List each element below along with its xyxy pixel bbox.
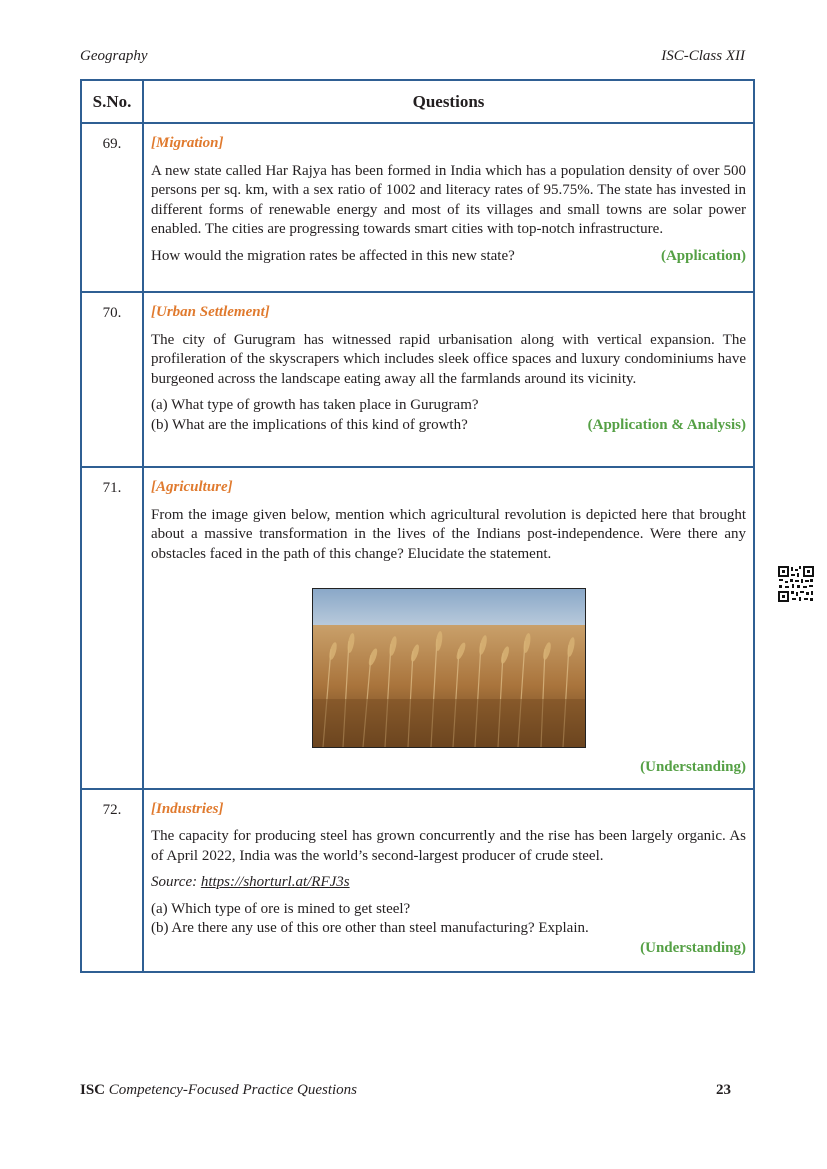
header-class: ISC-Class XII — [661, 48, 745, 64]
footer-brand: ISC — [80, 1082, 106, 1098]
wheat-field-illustration — [313, 589, 585, 747]
table-header-row — [81, 80, 754, 123]
question-topic: [Industries] — [151, 800, 224, 817]
question-number: 72. — [81, 789, 143, 972]
table-row — [81, 789, 754, 972]
sub-question-a: (a) Which type of ore is mined to get steel? — [151, 900, 411, 917]
page-number: 23 — [716, 1082, 731, 1098]
col-sno-header: S.No. — [81, 80, 143, 123]
sub-question-b: (b) Are there any use of this ore other than steel manufacturing? Explain. — [151, 920, 589, 936]
table-row — [81, 123, 754, 292]
question-number: 69. — [81, 123, 143, 292]
question-body — [143, 467, 754, 789]
question-context: A new state called Har Rajya has been formed in India which has a population density of over 500 persons per sq. km, with a sex ratio of 1002 and literacy rates of 95.75%. The state has invested in different forms of renewable energy and most of its villages and small towns are solar power enabled. The cities are progressing towards smart cities with top-notch infrastructure. — [151, 162, 746, 237]
question-topic: [Urban Settlement] — [151, 304, 270, 320]
question-context: The city of Gurugram has witnessed rapid urbanisation along with vertical expansion. The profileration of the skyscrapers which includes sleek office spaces and luxury condominiums have burgeoned across the landscape eating away all the farmlands around its vicinity. — [151, 331, 746, 387]
question-topic: [Migration] — [151, 135, 224, 151]
sub-question-b: (b) What are the implications of this kind of growth? — [151, 416, 468, 433]
question-body — [143, 789, 754, 972]
cognitive-level-badge: (Understanding) — [640, 939, 746, 956]
question-number: 70. — [81, 292, 143, 467]
question-body — [143, 123, 754, 292]
question-number: 71. — [81, 467, 143, 789]
footer-title — [80, 1082, 357, 1099]
wheat-field-photo — [312, 588, 586, 748]
question-topic: [Agriculture] — [151, 479, 233, 495]
cognitive-level-badge: (Understanding) — [640, 759, 746, 775]
header-subject: Geography — [80, 48, 148, 64]
cognitive-level-badge: (Application & Analysis) — [587, 416, 746, 433]
sub-question-a: (a) What type of growth has taken place in Gurugram? — [151, 397, 479, 413]
source-label: Source: — [151, 874, 198, 890]
source-link[interactable]: https://shorturl.at/RFJ3s — [200, 874, 350, 890]
col-questions-header: Questions — [143, 80, 754, 123]
question-body — [143, 292, 754, 467]
qr-code-icon[interactable] — [777, 565, 815, 603]
question-context: From the image given below, mention which agricultural revolution is depicted here that brought about a massive transformation in the lives of the Indians post-independence. Were there any obstacles faced in the path of this change? Elucidate the statement. — [151, 506, 746, 562]
question-context: The capacity for producing steel has grown concurrently and the rise has been largely organic. As of April 2022, India was the world’s second-largest producer of crude steel. — [151, 828, 746, 864]
question-text: How would the migration rates be affected in this new state? — [151, 247, 515, 264]
table-row — [81, 467, 754, 789]
source-line — [151, 873, 746, 893]
cognitive-level-badge: (Application) — [660, 247, 746, 264]
table-row — [81, 292, 754, 467]
questions-table — [80, 79, 755, 973]
footer-subtitle: Competency-Focused Practice Questions — [105, 1082, 358, 1098]
